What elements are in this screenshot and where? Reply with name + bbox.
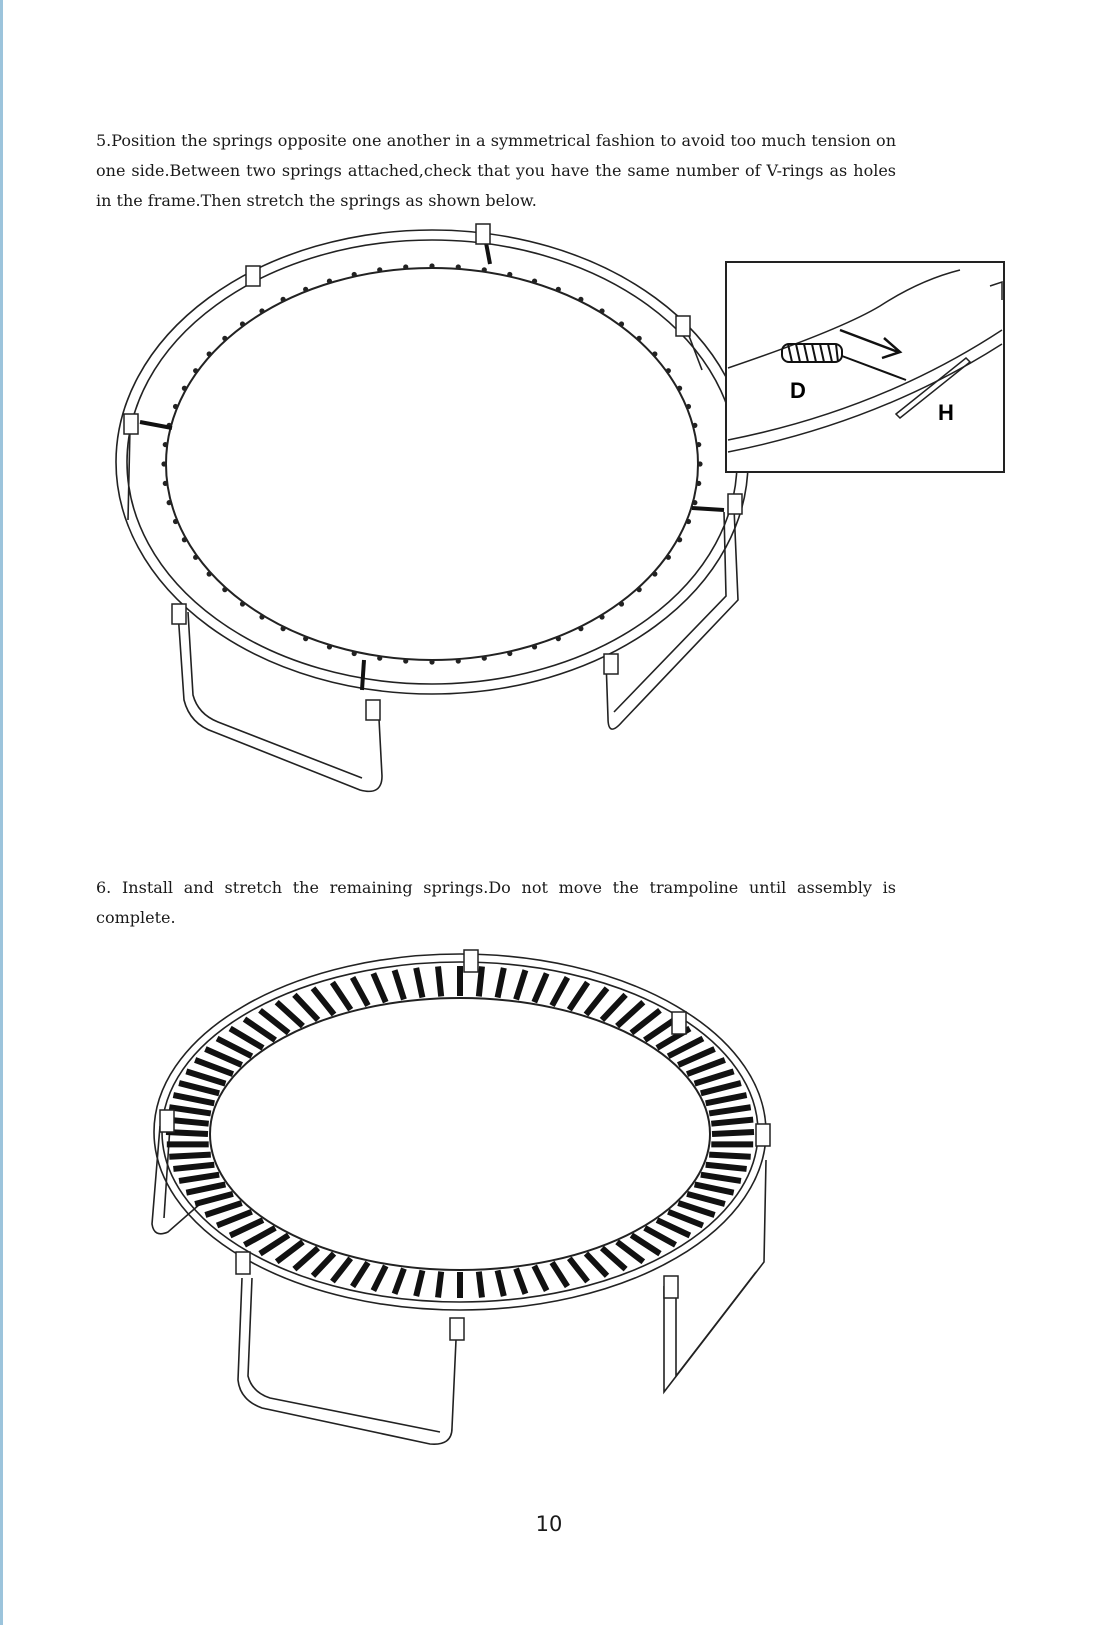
- spring: [617, 1002, 643, 1026]
- v-ring: [619, 321, 624, 326]
- figure-all-springs: [0, 940, 1098, 1460]
- spring: [195, 1060, 233, 1074]
- spring: [173, 1165, 214, 1169]
- spring: [709, 1107, 751, 1113]
- v-ring: [637, 587, 642, 592]
- v-ring: [429, 659, 434, 664]
- label-h: H: [938, 400, 954, 425]
- v-ring: [303, 636, 308, 641]
- v-ring: [207, 571, 212, 576]
- v-ring: [697, 461, 702, 466]
- v-ring: [652, 571, 657, 576]
- v-ring: [327, 278, 332, 283]
- v-ring: [163, 481, 168, 486]
- v-ring: [619, 601, 624, 606]
- spring: [332, 982, 350, 1009]
- step6-instruction: 6. Install and stretch the remaining springs.Do not move the trampoline until assembly is complete.: [96, 878, 896, 927]
- v-ring: [482, 656, 487, 661]
- spring: [277, 1002, 303, 1026]
- spring: [373, 1266, 385, 1291]
- spring: [534, 1266, 546, 1291]
- spring: [169, 1155, 211, 1157]
- figure-partial-springs: [0, 220, 1098, 820]
- v-ring: [352, 651, 357, 656]
- v-ring: [281, 626, 286, 631]
- spring: [712, 1132, 754, 1134]
- v-ring: [556, 287, 561, 292]
- v-ring: [193, 368, 198, 373]
- spring: [617, 1242, 643, 1262]
- v-ring: [666, 368, 671, 373]
- v-ring: [666, 555, 671, 560]
- spring: [678, 1203, 714, 1215]
- spring: [294, 1248, 318, 1269]
- spring: [244, 1228, 275, 1245]
- spring: [552, 1262, 567, 1286]
- spring: [217, 1212, 252, 1226]
- v-ring: [578, 626, 583, 631]
- spring: [569, 982, 587, 1009]
- spring: [701, 1083, 741, 1093]
- v-ring: [599, 614, 604, 619]
- v-ring: [377, 267, 382, 272]
- v-ring: [167, 500, 172, 505]
- spring: [552, 977, 567, 1005]
- spring: [416, 1270, 422, 1296]
- spring: [395, 970, 404, 999]
- spring: [706, 1165, 747, 1169]
- jumping-mat: [166, 268, 698, 660]
- spring: [294, 995, 318, 1020]
- spring: [195, 1194, 233, 1204]
- v-ring: [259, 308, 264, 313]
- v-ring: [240, 321, 245, 326]
- spring: [695, 1184, 734, 1192]
- v-ring: [403, 658, 408, 663]
- spring: [373, 973, 385, 1002]
- spring: [179, 1175, 219, 1181]
- spring: [516, 1269, 525, 1294]
- v-ring: [692, 423, 697, 428]
- v-ring: [686, 404, 691, 409]
- spring: [179, 1083, 219, 1093]
- spring: [498, 968, 504, 998]
- v-ring: [173, 404, 178, 409]
- spring: [230, 1220, 263, 1235]
- v-ring: [222, 587, 227, 592]
- v-ring: [482, 267, 487, 272]
- spring: [277, 1242, 303, 1262]
- v-ring: [696, 442, 701, 447]
- spring: [534, 973, 546, 1002]
- spring: [602, 1248, 626, 1269]
- spring: [173, 1095, 214, 1103]
- page-number: 10: [535, 1512, 563, 1536]
- v-ring: [507, 651, 512, 656]
- spring: [687, 1194, 725, 1204]
- spring: [498, 1270, 504, 1296]
- v-ring: [532, 644, 537, 649]
- v-ring: [556, 636, 561, 641]
- spring: [332, 1258, 350, 1281]
- v-ring: [377, 656, 382, 661]
- spring: [438, 1272, 441, 1298]
- spring: [186, 1184, 225, 1192]
- detail-inset: [726, 262, 1004, 472]
- spring: [602, 995, 626, 1020]
- v-ring: [677, 386, 682, 391]
- v-ring: [696, 481, 701, 486]
- spring: [668, 1212, 703, 1226]
- v-ring: [429, 263, 434, 268]
- v-ring: [259, 614, 264, 619]
- spring: [395, 1269, 404, 1294]
- jumping-mat: [210, 998, 710, 1270]
- spring: [169, 1107, 211, 1113]
- spring: [645, 1228, 676, 1245]
- v-ring: [173, 519, 178, 524]
- spring: [416, 968, 422, 998]
- label-d: D: [790, 378, 806, 403]
- v-ring: [692, 500, 697, 505]
- spring: [709, 1155, 751, 1157]
- spring: [711, 1120, 753, 1124]
- spring: [631, 1235, 660, 1254]
- v-ring: [599, 308, 604, 313]
- v-ring: [303, 287, 308, 292]
- v-ring: [222, 336, 227, 341]
- v-ring: [403, 264, 408, 269]
- v-ring: [163, 442, 168, 447]
- v-ring: [193, 555, 198, 560]
- v-ring: [637, 336, 642, 341]
- spring: [353, 977, 368, 1005]
- v-ring: [352, 272, 357, 277]
- spring: [313, 1254, 334, 1276]
- spring: [586, 1254, 607, 1276]
- v-ring: [532, 278, 537, 283]
- v-ring: [686, 519, 691, 524]
- v-ring: [207, 351, 212, 356]
- v-ring: [456, 264, 461, 269]
- spring: [353, 1262, 368, 1286]
- spring: [706, 1095, 747, 1103]
- v-ring: [327, 644, 332, 649]
- spring: [701, 1175, 741, 1181]
- spring: [313, 988, 334, 1014]
- v-ring: [182, 537, 187, 542]
- v-ring: [240, 601, 245, 606]
- v-ring: [652, 351, 657, 356]
- spring: [260, 1235, 289, 1254]
- spring: [479, 966, 482, 996]
- v-ring: [578, 297, 583, 302]
- spring: [687, 1060, 725, 1074]
- spring: [205, 1203, 241, 1215]
- v-ring: [507, 272, 512, 277]
- spring: [569, 1258, 587, 1281]
- spring: [186, 1071, 225, 1083]
- spring: [586, 988, 607, 1014]
- step5-instruction: 5.Position the springs opposite one another in a symmetrical fashion to avoid too much tension on one side.Between two springs attached,check that you have the same number of V-rings as holes in the frame.Then stretch the springs as shown below.: [96, 131, 896, 210]
- spring: [657, 1220, 690, 1235]
- v-ring: [161, 461, 166, 466]
- v-ring: [281, 297, 286, 302]
- v-ring: [677, 537, 682, 542]
- spring: [479, 1272, 482, 1298]
- v-ring: [456, 658, 461, 663]
- spring: [695, 1071, 734, 1083]
- spring: [516, 970, 525, 999]
- v-ring: [182, 386, 187, 391]
- spring: [438, 966, 441, 996]
